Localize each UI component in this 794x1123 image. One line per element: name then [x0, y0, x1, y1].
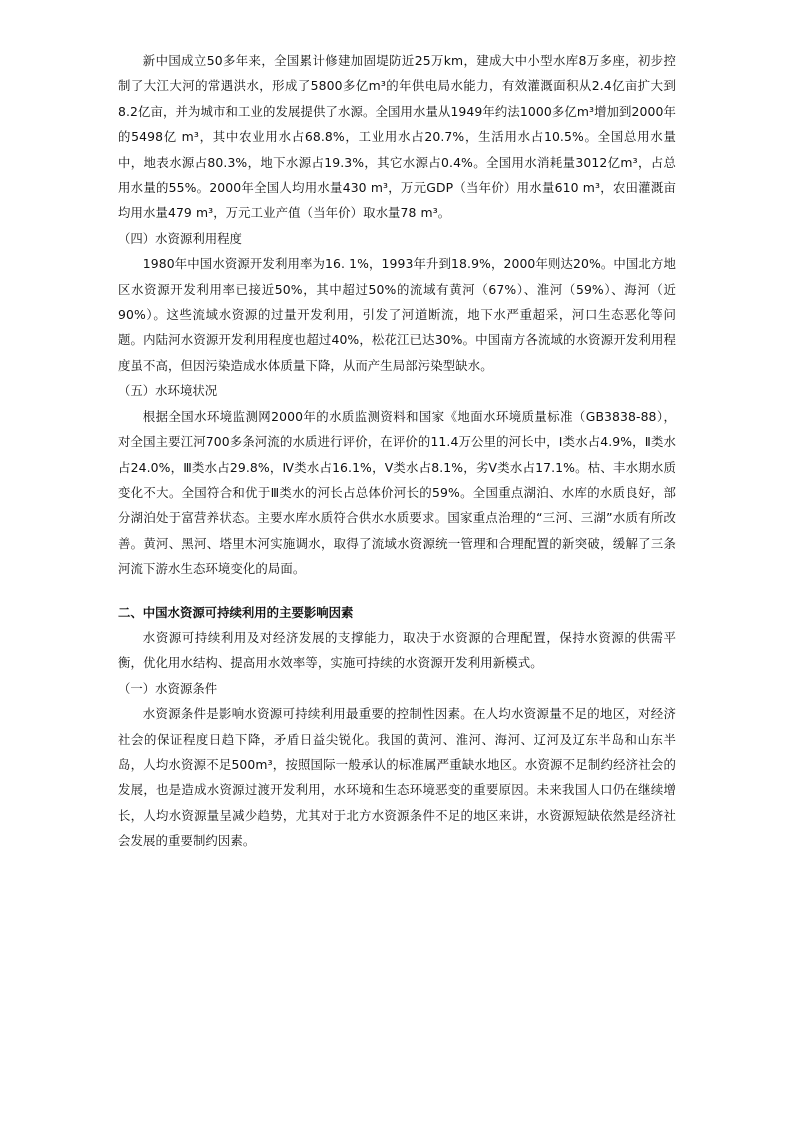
subheading-environment: （五）水环境状况 [118, 383, 218, 399]
paragraph-utilization: 1980年中国水资源开发利用率为16. 1%，1993年升到18.9%，2000年则达20%。中国北方地区水资源开发利用率已接近50%，其中超过50%的流域有黄河（67%）、淮河（59%）、海河（近90%）。这些流域水资源的过量开发利用，引发了河道断流，地下水严重超采，河口生态恶化等问题。内陆河水资源开发利用程度也超过40%，松花江已达30%。中国南方各流域的水资源开发利用程度虽不高，但因污染造成水体质量下降，从而产生局部污染型缺水。 [118, 256, 676, 373]
section-heading-factors: 二、中国水资源可持续利用的主要影响因素 [118, 604, 354, 620]
paragraph-environment: 根据全国水环境监测网2000年的水质监测资料和国家《地面水环境质量标准（GB3838-88），对全国主要江河700多条河流的水质进行评价，在评价的11.4万公里的河长中，Ⅰ类水占4.9%，Ⅱ类水占24.0%，Ⅲ类水占29.8%，Ⅳ类水占16.1%，Ⅴ类水占8.1%，劣Ⅴ类水占17.1%。枯、丰水期水质变化不大。全国符合和优于Ⅲ类水的河长占总体价河长的59%。全国重点湖泊、水库的水质良好，部分湖泊处于富营养状态。主要水库水质符合供水水质要求。国家重点治理的“三河、三湖”水质有所改善。黄河、黑河、塔里木河实施调水，取得了流域水资源统一管理和合理配置的新突破，缓解了三条河流下游水生态环境变化的局面。 [118, 408, 676, 577]
subheading-conditions: （一）水资源条件 [118, 680, 218, 696]
paragraph-factors-intro: 水资源可持续利用及对经济发展的支撑能力，取决于水资源的合理配置，保持水资源的供需平衡，优化用水结构、提高用水效率等，实施可持续的水资源开发利用新模式。 [118, 629, 676, 671]
paragraph-conditions: 水资源条件是影响水资源可持续利用最重要的控制性因素。在人均水资源量不足的地区，对经济社会的保证程度日趋下降，矛盾日益尖锐化。我国的黄河、淮河、海河、辽河及辽东半岛和山东半岛，人均水资源不足500m³，按照国际一般承认的标准属严重缺水地区。水资源不足制约经济社会的发展，也是造成水资源过渡开发利用，水环境和生态环境恶变的重要原因。未来我国人口仍在继续增长，人均水资源量呈减少趋势，尤其对于北方水资源条件不足的地区来讲，水资源短缺依然是经济社会发展的重要制约因素。 [118, 706, 676, 849]
subheading-utilization: （四）水资源利用程度 [118, 230, 242, 246]
document-body [118, 48, 676, 854]
paragraph-achievements: 新中国成立50多年来，全国累计修建加固堤防近25万km，建成大中小型水库8万多座，初步控制了大江大河的常遇洪水，形成了5800多亿m³的年供电局水能力，有效灌溉面积从2.4亿亩扩大到8.2亿亩，并为城市和工业的发展提供了水源。全国用水量从1949年约法1000多亿m³增加到2000年的5498亿 m³，其中农业用水占68.8%，工业用水占20.7%，生活用水占10.5%。全国总用水量中，地表水源占80.3%，地下水源占19.3%，其它水源占0.4%。全国用水消耗量3012亿m³，占总用水量的55%。2000年全国人均用水量430 m³，万元GDP（当年价）用水量610 m³，农田灌溉亩均用水量479 m³，万元工业产值（当年价）取水量78 m³。 [118, 53, 676, 221]
